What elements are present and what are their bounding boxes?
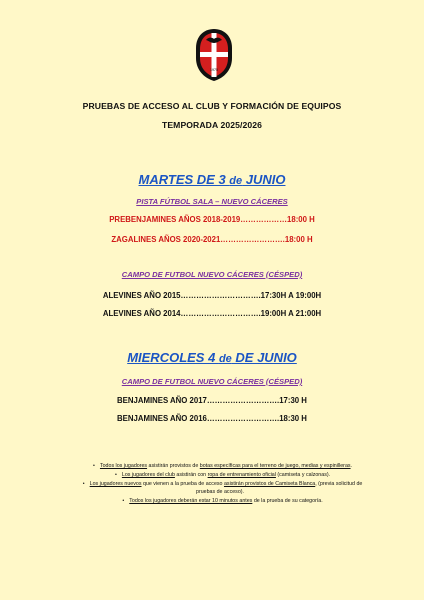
- venue-heading: CAMPO DE FUTBOL NUEVO CÁCERES (CÉSPED): [121, 270, 303, 279]
- schedule-row: ALEVINES AÑO 2014………………………….19:00H A 21:00H: [102, 309, 322, 318]
- note-underlined: Todos los jugadores deberán estar 10 minutos antes: [129, 498, 253, 505]
- note-item: [70, 481, 370, 496]
- season-title: TEMPORADA 2025/2026: [162, 120, 262, 130]
- note-underlined: Los jugadores nuevos: [89, 481, 142, 488]
- note-item: [70, 498, 370, 506]
- schedule-row: ZAGALINES AÑOS 2020-2021…………………….18:00 H: [111, 235, 313, 244]
- schedule-row: BENJAMINES AÑO 2016……………………….18:30 H: [117, 414, 307, 423]
- crest-text: 1975: [210, 68, 218, 72]
- bullet-icon: •: [82, 481, 85, 488]
- day-text: MIERCOLES 4: [127, 350, 219, 365]
- note-text: (camiseta y calzonas).: [275, 472, 331, 479]
- day-text-small: de: [229, 175, 243, 187]
- note-item: [70, 472, 370, 480]
- note-text: de la prueba de su categoría.: [252, 498, 323, 505]
- notes-list: [70, 463, 370, 507]
- schedule-row: ALEVINES AÑO 2015………………………….17:30H A 19:00H: [102, 291, 322, 300]
- note-text: que vienen a la prueba de acceso: [141, 481, 224, 488]
- venue-heading: PISTA FÚTBOL SALA – NUEVO CÁCERES: [136, 197, 288, 206]
- note-underlined: Todos los jugadores: [99, 463, 148, 469]
- bullet-icon: •: [114, 472, 117, 479]
- note-text: asistirán con: [174, 472, 208, 479]
- bullet-icon: •: [122, 498, 125, 505]
- day-heading-tuesday: [0, 172, 424, 187]
- venue-heading: CAMPO DE FUTBOL NUEVO CÁCERES (CÉSPED): [121, 377, 303, 386]
- day-text-end: DE JUNIO: [231, 350, 297, 365]
- schedule-row: PREBENJAMINES AÑOS 2018-2019………………18:00 H: [109, 215, 315, 224]
- note-underlined: botas específicas para el terreno de juego, medias y espinilleras: [199, 463, 351, 469]
- page-title: PRUEBAS DE ACCESO AL CLUB Y FORMACIÓN DE EQUIPOS: [82, 101, 342, 111]
- note-item: [70, 463, 370, 471]
- note-underlined: Los jugadores del club: [121, 472, 175, 479]
- note-text: .: [350, 463, 353, 469]
- note-underlined: ropa de entrenamiento oficial: [207, 472, 276, 479]
- note-text: , (previa solicitud de pruebas de acceso).: [196, 481, 363, 495]
- note-underlined: asistirán provistos de Camiseta Blanca: [223, 481, 316, 488]
- note-text: asistirán provistos de: [147, 463, 200, 469]
- bullet-icon: •: [93, 463, 95, 469]
- day-text-small: de: [218, 353, 232, 365]
- club-crest-icon: [194, 28, 234, 82]
- day-heading-wednesday: [0, 350, 424, 365]
- day-text-end: JUNIO: [242, 172, 286, 187]
- schedule-row: BENJAMINES AÑO 2017……………………….17:30 H: [117, 396, 307, 405]
- day-text: MARTES DE 3: [138, 172, 230, 187]
